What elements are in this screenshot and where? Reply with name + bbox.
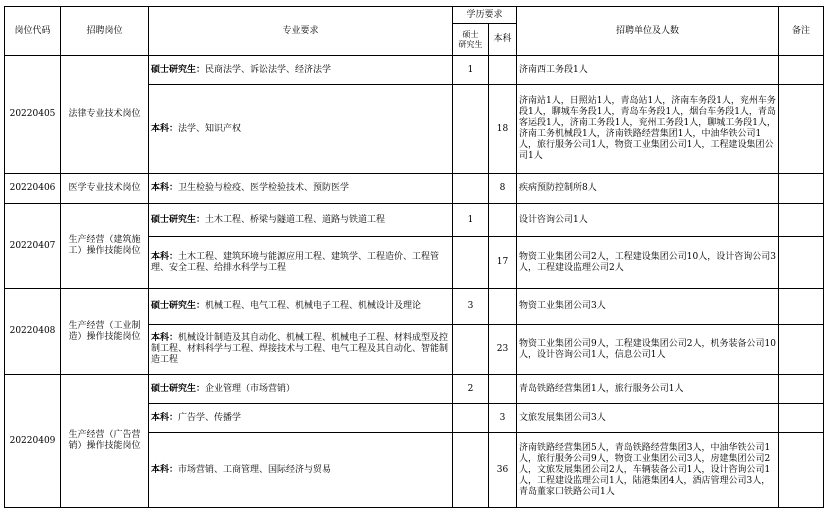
master-count: 1 <box>453 204 489 237</box>
bachelor-count: 36 <box>489 433 517 508</box>
header-position: 招聘岗位 <box>61 7 149 56</box>
units-text: 青岛铁路经营集团1人，旅行服务公司1人 <box>517 375 779 404</box>
major-cell <box>149 56 453 85</box>
table-row <box>5 289 824 325</box>
bachelor-label: 本科： <box>151 183 179 193</box>
position-code: 20220407 <box>5 204 61 289</box>
position-name: 生产经营（建筑施工）操作技能岗位 <box>61 204 149 289</box>
master-count <box>453 433 489 508</box>
bachelor-count: 18 <box>489 85 517 174</box>
bachelor-label: 本科： <box>151 333 179 343</box>
position-name: 生产经营（工业制造）操作技能岗位 <box>61 289 149 375</box>
major-text: 广告学、传播学 <box>178 412 242 423</box>
units-text: 物资工业集团公司2人，工程建设集团公司10人，设计咨询公司3人，工程建设监理公司2人 <box>517 237 779 289</box>
position-code: 20220405 <box>5 56 61 174</box>
header-bachelor: 本科 <box>489 24 517 56</box>
remarks-cell <box>779 375 824 404</box>
master-count <box>453 174 489 204</box>
remarks-cell <box>779 433 824 508</box>
header-code: 岗位代码 <box>5 7 61 56</box>
major-text: 法学、知识产权 <box>178 123 242 134</box>
bachelor-label: 本科： <box>151 412 179 423</box>
major-cell <box>149 325 453 375</box>
major-text: 土木工程、桥梁与隧道工程、道路与铁道工程 <box>205 214 386 225</box>
position-name: 生产经营（广告营销）操作技能岗位 <box>61 375 149 508</box>
remarks-cell <box>779 404 824 433</box>
major-cell <box>149 404 453 433</box>
table-row <box>5 56 824 85</box>
master-count <box>453 404 489 433</box>
major-cell <box>149 433 453 508</box>
position-name: 法律专业技术岗位 <box>61 56 149 174</box>
bachelor-label: 本科： <box>151 464 179 475</box>
bachelor-count: 23 <box>489 325 517 375</box>
major-text: 民商法学、诉讼法学、经济法学 <box>205 64 332 75</box>
master-label: 硕士研究生： <box>151 383 206 394</box>
master-count <box>453 237 489 289</box>
position-name: 医学专业技术岗位 <box>61 174 149 204</box>
major-cell <box>149 85 453 174</box>
major-cell <box>149 174 453 204</box>
major-text: 卫生检验与检疫、医学检验技术、预防医学 <box>178 183 350 193</box>
remarks-cell <box>779 56 824 85</box>
units-text: 文旅发展集团公司3人 <box>517 404 779 433</box>
units-text: 疾病预防控制所8人 <box>517 174 779 204</box>
header-remarks: 备注 <box>779 7 824 56</box>
major-text: 土木工程、建筑环境与能源应用工程、建筑学、工程造价、工程管理、安全工程、给排水科学与工程 <box>151 251 440 273</box>
position-code: 20220408 <box>5 289 61 375</box>
units-text: 物资工业集团公司3人 <box>517 289 779 325</box>
bachelor-count <box>489 289 517 325</box>
bachelor-label: 本科： <box>151 251 179 262</box>
major-text: 市场营销、工商管理、国际经济与贸易 <box>178 464 332 475</box>
bachelor-count <box>489 56 517 85</box>
major-cell <box>149 289 453 325</box>
header-units: 招聘单位及人数 <box>517 7 779 56</box>
remarks-cell <box>779 174 824 204</box>
major-text: 机械工程、电气工程、机械电子工程、机械设计及理论 <box>205 301 422 311</box>
master-count <box>453 85 489 174</box>
major-cell <box>149 375 453 404</box>
units-text: 济南西工务段1人 <box>517 56 779 85</box>
table-row <box>5 375 824 404</box>
header-major: 专业要求 <box>149 7 453 56</box>
bachelor-count <box>489 375 517 404</box>
major-cell <box>149 237 453 289</box>
master-count: 3 <box>453 289 489 325</box>
header-master: 硕士 研究生 <box>453 24 489 56</box>
bachelor-count: 8 <box>489 174 517 204</box>
bachelor-label: 本科： <box>151 123 179 134</box>
remarks-cell <box>779 204 824 237</box>
header-education: 学历要求 <box>453 7 517 24</box>
position-code: 20220409 <box>5 375 61 508</box>
bachelor-count <box>489 204 517 237</box>
major-cell <box>149 204 453 237</box>
remarks-cell <box>779 85 824 174</box>
table-row <box>5 174 824 204</box>
units-text: 济南铁路经营集团5人，青岛铁路经营集团3人，中油华铁公司1人，旅行服务公司9人，物资工业集团公司3人，房建集团公司2人，文旅发展集团公司2人，车辆装备公司1人，设计咨询公司1人，工程建设监理公司1人，陆港集团4人，酒店管理公司3人，青岛董家口铁路公司1人 <box>517 433 779 508</box>
master-count: 2 <box>453 375 489 404</box>
table-row <box>5 204 824 237</box>
units-text: 济南站1人，日照站1人，青岛站1人，济南车务段1人，兖州车务段1人，聊城车务段1人，青岛车务段1人，烟台车务段1人，青岛客运段1人，济南工务段1人，兖州工务段1人，聊城工务段1人，济南工务机械段1人，济南铁路经营集团1人，中油华铁公司1人，旅行服务公司1人，物资工业集团公司1人，工程建设集团公司1人 <box>517 85 779 174</box>
units-text: 物资工业集团公司9人，工程建设集团公司2人，机务装备公司10人，设计咨询公司1人，信息公司1人 <box>517 325 779 375</box>
master-label: 硕士研究生： <box>151 301 206 311</box>
recruitment-table <box>4 6 824 508</box>
position-code: 20220406 <box>5 174 61 204</box>
remarks-cell <box>779 325 824 375</box>
units-text: 设计咨询公司1人 <box>517 204 779 237</box>
master-label: 硕士研究生： <box>151 214 206 225</box>
major-text: 企业管理（市场营销） <box>205 383 296 394</box>
remarks-cell <box>779 289 824 325</box>
master-count: 1 <box>453 56 489 85</box>
master-label: 硕士研究生： <box>151 64 206 75</box>
master-count <box>453 325 489 375</box>
bachelor-count: 17 <box>489 237 517 289</box>
remarks-cell <box>779 237 824 289</box>
major-text: 机械设计制造及其自动化、机械工程、机械电子工程、材料成型及控制工程、材料科学与工程、焊接技术与工程、电气工程及其自动化、智能制造工程 <box>151 333 449 365</box>
bachelor-count: 3 <box>489 404 517 433</box>
